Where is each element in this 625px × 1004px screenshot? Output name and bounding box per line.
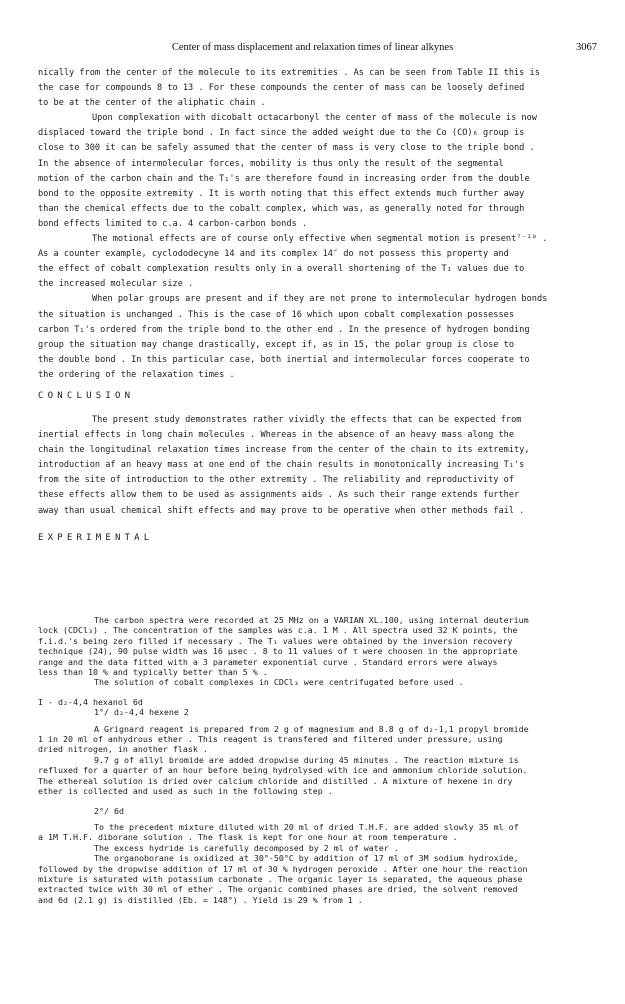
paragraph-line: motion of the carbon chain and the T₁'s are therefore found in increasing order from the double [38, 173, 530, 184]
paragraph-line: the case for compounds 8 to 13 . For these compounds the center of mass can be loosely defined [38, 83, 525, 94]
experimental-line: a 1M T.H.F. diborane solution . The flask is kept for one hour at room temperature . [38, 832, 458, 843]
experimental-line: dried nitrogen, in another flask . [38, 744, 208, 755]
compound-heading: I - d₂-4,4 hexanol 6d [38, 696, 143, 707]
paragraph-line: bond effects limited to c.a. 4 carbon-carbon bonds . [38, 218, 308, 229]
running-header: Center of mass displacement and relaxation times of linear alkynes [171, 42, 454, 53]
experimental-line: ether is collected and used as such in the following step . [38, 786, 333, 797]
experimental-line: extracted twice with 30 ml of ether . The organic combined phases are dried, the solvent removed [38, 884, 518, 895]
experimental-line: 9.7 g of allyl bromide are added dropwise during 45 minutes . The reaction mixture is [94, 754, 519, 765]
experimental-line: The ethereal solution is dried over calcium chloride and distilled . A mixture of hexene in dry [38, 775, 513, 786]
experimental-line: A Grignard reagent is prepared from 2 g of magnesium and 8.8 g of d₂-1,1 propyl bromide [94, 723, 529, 734]
experimental-line: lock (CDCl₃) . The concentration of the samples was c.a. 1 M . All spectra used 32 K points, the [38, 625, 518, 636]
experimental-line: refluxed for a quarter of an hour before being hydrolysed with ice and ammonium chloride solution. [38, 765, 528, 776]
paragraph-line: from the site of introduction to the other extremity . The reliability and reproductivity of [38, 475, 514, 486]
experimental-line: technique (24), 90 pulse width was 16 μsec . 8 to 11 values of τ were choosen in the appropriate [38, 646, 518, 657]
experimental-heading: EXPERIMENTAL [38, 532, 154, 543]
experimental-line: less than 10 % and typically better than 5 % . [38, 667, 268, 678]
experimental-line: The carbon spectra were recorded at 25 MHz on a VARIAN XL.100, using internal deuterium [94, 615, 529, 625]
paragraph-line: Upon complexation with dicobalt octacarbonyl the center of mass of the molecule is now [92, 113, 537, 124]
paragraph-line: group the situation may change drastically, except if, as in 15, the polar group is close to [38, 339, 514, 350]
paragraph-line: to be at the center of the aliphatic chain . [38, 98, 266, 109]
experimental-line: f.i.d.'s being zero filled if necessary . The T₁ values were obtained by the inversion recovery [38, 635, 513, 646]
paragraph-line: the ordering of the relaxation times . [38, 369, 235, 380]
experimental-line: To the precedent mixture diluted with 20 ml of dried T.H.F. are added slowly 35 ml of [94, 821, 519, 832]
paragraph-line: carbon T₁'s ordered from the triple bond to the other end . In the presence of hydrogen bonding [38, 324, 530, 335]
experimental-line: mixture is saturated with potassium carbonate . The organic layer is separated, the aqueous phase [38, 873, 523, 884]
procedure-step-heading: 1°/ d₂-4,4 hexene 2 [94, 707, 189, 718]
experimental-line: followed by the dropwise addition of 17 ml of 30 % hydrogen peroxide . After one hour the reaction [38, 863, 528, 874]
paragraph-line: these effects allow them to be used as assignments aids . As such their range extends further [38, 490, 520, 501]
paragraph-line: close to 300 it can be safely assumed that the center of mass is very close to the triple bond . [38, 143, 535, 154]
paragraph-line: displaced toward the triple bond . In fact since the added weight due to the Co (CO)₆ group is [38, 128, 525, 139]
paragraph-line: inertial effects in long chain molecules . Whereas in the absence of an heavy mass along the [38, 430, 514, 441]
paragraph-line: When polar groups are present and if they are not prone to intermolecular hydrogen bonds [92, 294, 548, 305]
discussion-body [38, 66, 598, 546]
paragraph-line: chain the longitudinal relaxation times increase from the center of the chain to its extremity, [38, 445, 530, 456]
experimental-line: range and the data fitted with a 3 parameter exponential curve . Standard errors were always [38, 656, 498, 667]
paragraph-line: the increased molecular size . [38, 279, 194, 290]
paragraph-line: than the chemical effects due to the cobalt complex, which was, as generally noted for through [38, 203, 525, 214]
paragraph-line: the effect of cobalt complexation results only in a overall shortening of the T₁ values due to [38, 264, 525, 275]
paragraph-line: nically from the center of the molecule to its extremities . As can be seen from Table II this is [38, 68, 540, 78]
paragraph-line: In the absence of intermolecular forces, mobility is thus only the result of the segmental [38, 158, 504, 169]
paragraph-line: As a counter example, cyclododecyne 14 and its complex 14″ do not possess this property and [38, 249, 509, 260]
paragraph-line: away than usual chemical shift effects and may prove to be operative when other methods fail . [38, 505, 525, 516]
paragraph-line: the situation is unchanged . This is the case of 16 which upon cobalt complexation possesses [38, 309, 514, 320]
procedure-step-heading: 2°/ 6d [94, 805, 124, 816]
experimental-line: The organoborane is oxidized at 30°-50°C by addition of 17 ml of 3M sodium hydroxide, [94, 853, 519, 864]
paragraph-line: the double bond . In this particular case, both inertial and intermolecular forces cooperate to [38, 354, 530, 365]
paragraph-line: The motional effects are of course only effective when segmental motion is present⁷⁻¹⁰ . [92, 234, 548, 245]
paragraph-line: introduction af an heavy mass at one end of the chain results in monotonically increasing T₁'s [38, 460, 525, 471]
conclusion-heading: CONCLUSION [38, 390, 135, 401]
paragraph-line: bond to the opposite extremity . It is worth noting that this effect extends much further away [38, 188, 525, 199]
experimental-line: The solution of cobalt complexes in CDCl₃ were centrifugated before used . [94, 677, 464, 688]
experimental-line: The excess hydride is carefully decomposed by 2 ml of water . [94, 842, 399, 853]
experimental-line: and 6d (2.1 g) is distilled (Eb. = 148°) . Yield is 29 % from 1 . [38, 894, 363, 905]
paragraph-line: The present study demonstrates rather vividly the effects that can be expected from [92, 414, 522, 425]
page-number: 3067 [576, 42, 597, 53]
experimental-line: 1 in 20 ml of anhydrous ether . This reagent is transfered and filtered under pressure, using [38, 734, 503, 745]
experimental-body [38, 615, 608, 905]
